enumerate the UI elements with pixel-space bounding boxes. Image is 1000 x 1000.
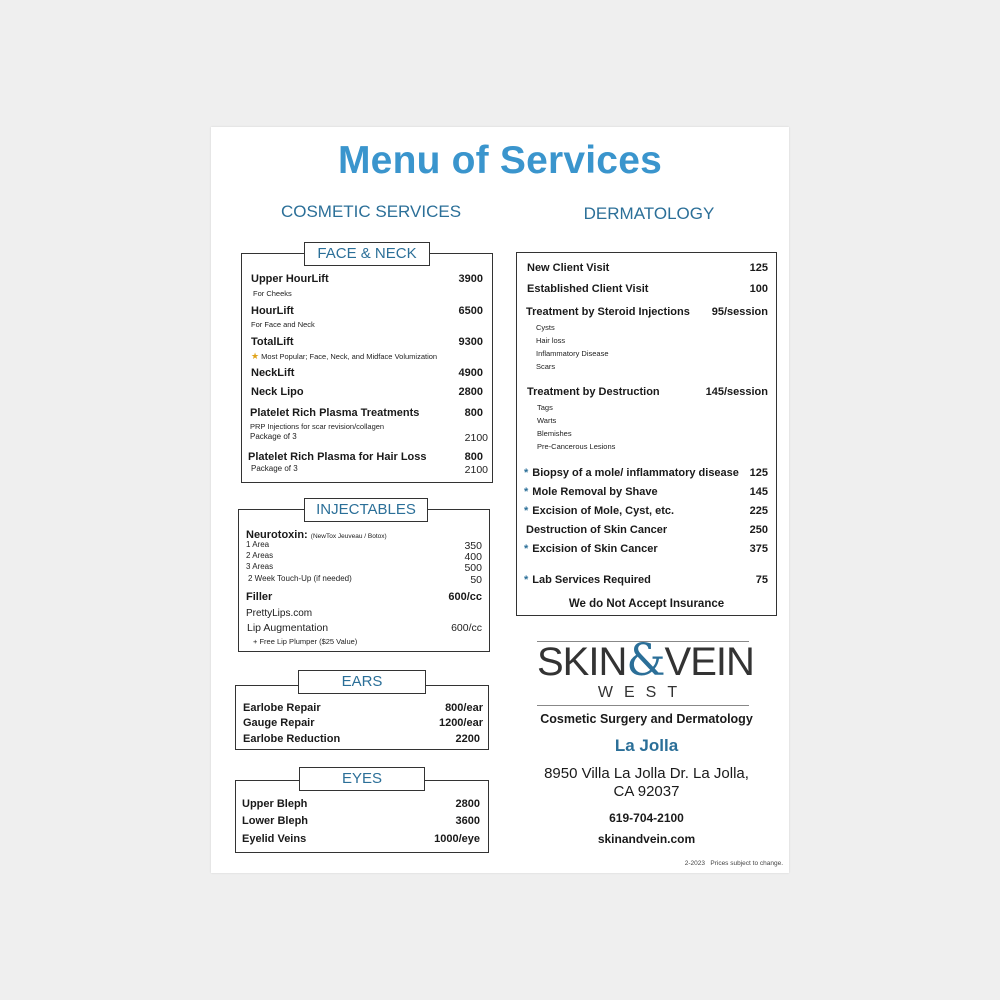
brand-tagline: Cosmetic Surgery and Dermatology	[540, 712, 753, 726]
dermatology-heading: DERMATOLOGY	[583, 204, 715, 223]
service-name-text: Excision of Mole, Cyst, etc.	[532, 505, 675, 517]
condition-item: Inflammatory Disease	[536, 349, 609, 358]
service-note	[251, 351, 437, 362]
brand-west: WEST	[597, 684, 689, 701]
service-row	[243, 702, 483, 714]
area-price: 50	[470, 574, 482, 586]
service-row	[248, 451, 483, 463]
service-note: PRP Injections for scar revision/collagen	[250, 422, 385, 431]
service-row	[250, 407, 483, 419]
service-price: 2800	[458, 386, 483, 398]
service-row	[251, 336, 483, 348]
area-name: 1 Area	[246, 540, 270, 549]
condition-item: Tags	[537, 403, 553, 412]
phone-number: 619-704-2100	[609, 811, 684, 825]
service-name	[524, 505, 674, 517]
brand-skin: SKIN	[537, 640, 627, 684]
derm-row	[527, 386, 768, 398]
asterisk-icon: *	[524, 486, 529, 498]
service-price: 375	[749, 543, 768, 555]
address-line-1: 8950 Villa La Jolla Dr. La Jolla,	[544, 765, 749, 782]
service-price: 75	[755, 574, 768, 586]
service-name: Eyelid Veins	[242, 833, 307, 845]
derm-row	[524, 543, 768, 555]
page-title: Menu of Services	[338, 139, 662, 182]
package-row	[250, 432, 488, 444]
area-name: 3 Areas	[246, 562, 274, 571]
service-row	[251, 305, 483, 317]
asterisk-icon: *	[524, 543, 529, 555]
derm-row	[527, 283, 768, 295]
service-name: Platelet Rich Plasma Treatments	[250, 407, 420, 419]
footer-note: 2-2023 Prices subject to change.	[684, 860, 783, 867]
service-name: Destruction of Skin Cancer	[526, 524, 668, 536]
injectables-label: INJECTABLES	[304, 498, 428, 522]
service-name	[524, 574, 651, 586]
service-name: Treatment by Steroid Injections	[526, 306, 690, 318]
area-row	[248, 574, 482, 586]
service-note: For Cheeks	[253, 289, 292, 298]
service-name: Earlobe Reduction	[243, 733, 341, 745]
service-price: 3600	[455, 815, 480, 827]
service-row	[242, 833, 480, 845]
location-name: La Jolla	[614, 736, 679, 755]
derm-row	[524, 486, 768, 498]
condition-item: Cysts	[536, 323, 555, 332]
condition-item: Hair loss	[536, 336, 566, 345]
derm-row	[524, 467, 768, 479]
service-name: NeckLift	[251, 367, 295, 379]
service-name	[524, 486, 658, 498]
cosmetic-services-heading: COSMETIC SERVICES	[280, 202, 462, 221]
asterisk-icon: *	[524, 505, 529, 517]
service-name: HourLift	[251, 305, 294, 317]
package-name: Package of 3	[251, 464, 298, 473]
brand-vein: VEIN	[664, 640, 754, 684]
service-price: 1000/eye	[434, 833, 480, 845]
service-price: 800	[464, 407, 483, 419]
service-name	[524, 543, 658, 555]
service-name: New Client Visit	[527, 262, 610, 274]
service-row	[243, 717, 483, 729]
service-price: 1200/ear	[438, 717, 483, 729]
area-name: 2 Areas	[246, 551, 274, 560]
service-name: Upper HourLift	[251, 273, 329, 285]
service-price: 145/session	[705, 386, 768, 398]
insurance-notice: We do Not Accept Insurance	[568, 598, 725, 610]
service-name-text: Lab Services Required	[532, 574, 651, 586]
area-row	[246, 562, 482, 574]
logo-bottom-rule	[537, 705, 749, 706]
condition-item: Pre-Cancerous Lesions	[537, 442, 616, 451]
neurotoxin-name: Neurotoxin:	[246, 529, 308, 541]
filler-price: 600/cc	[448, 591, 482, 603]
lip-price: 600/cc	[451, 622, 482, 634]
service-price: 225	[749, 505, 768, 517]
condition-item: Scars	[536, 362, 556, 371]
star-icon: ★	[251, 351, 260, 361]
service-name-text: Excision of Skin Cancer	[532, 543, 658, 555]
address-line-2: CA 92037	[613, 783, 680, 800]
package-price: 2100	[464, 464, 488, 476]
ears-label: EARS	[298, 670, 426, 694]
lip-row	[247, 622, 482, 634]
service-note-text: Most Popular; Face, Neck, and Midface Volumization	[261, 352, 438, 361]
service-price: 95/session	[711, 306, 768, 318]
package-row	[251, 464, 488, 476]
area-name: 2 Week Touch-Up (if needed)	[248, 574, 352, 583]
service-row	[242, 798, 480, 810]
service-price: 3900	[458, 273, 483, 285]
service-price: 4900	[458, 367, 483, 379]
service-name: TotalLift	[251, 336, 294, 348]
face-neck-label: FACE & NECK	[304, 242, 430, 266]
area-price: 350	[464, 540, 482, 552]
service-price: 100	[749, 283, 768, 295]
service-name: Lower Bleph	[242, 815, 309, 827]
service-row	[251, 273, 483, 285]
service-price: 800/ear	[445, 702, 483, 714]
service-row	[251, 367, 483, 379]
area-price: 400	[464, 551, 482, 563]
derm-row	[527, 262, 768, 274]
asterisk-icon: *	[524, 467, 529, 479]
condition-item: Warts	[537, 416, 557, 425]
service-price: 125	[749, 262, 768, 274]
service-row	[242, 815, 480, 827]
service-row	[251, 386, 483, 398]
derm-row	[524, 574, 768, 586]
derm-row	[526, 306, 768, 318]
service-name: Neck Lipo	[251, 386, 304, 398]
service-name	[524, 467, 739, 479]
prettylips-text: PrettyLips.com	[246, 608, 313, 619]
lip-note: + Free Lip Plumper ($25 Value)	[253, 637, 358, 646]
filler-row	[246, 591, 482, 603]
service-row	[243, 733, 480, 745]
brand-ampersand: &	[626, 635, 665, 686]
service-price: 9300	[458, 336, 483, 348]
website-url: skinandvein.com	[597, 832, 696, 846]
eyes-label: EYES	[299, 767, 425, 791]
service-name-text: Mole Removal by Shave	[532, 486, 658, 498]
brand-logo	[537, 635, 754, 686]
service-price: 125	[749, 467, 768, 479]
derm-row	[526, 524, 768, 536]
neurotoxin-note: (NewTox Jeuveau / Botox)	[310, 533, 387, 540]
service-name-text: Biopsy of a mole/ inflammatory disease	[532, 467, 739, 479]
service-name: Established Client Visit	[527, 283, 649, 295]
asterisk-icon: *	[524, 574, 529, 586]
menu-page	[211, 127, 789, 873]
package-name: Package of 3	[250, 432, 297, 441]
service-price: 6500	[458, 305, 483, 317]
derm-row	[524, 505, 768, 517]
service-price: 2800	[455, 798, 480, 810]
service-price: 2200	[455, 733, 480, 745]
condition-item: Blemishes	[537, 429, 572, 438]
filler-name: Filler	[246, 591, 273, 603]
area-price: 500	[464, 562, 482, 574]
service-price: 800	[464, 451, 483, 463]
service-price: 250	[749, 524, 768, 536]
service-name: Earlobe Repair	[243, 702, 321, 714]
service-note: For Face and Neck	[251, 320, 315, 329]
service-name: Gauge Repair	[243, 717, 315, 729]
service-price: 145	[749, 486, 768, 498]
service-name: Platelet Rich Plasma for Hair Loss	[248, 451, 427, 463]
lip-name: Lip Augmentation	[247, 622, 329, 634]
service-name: Upper Bleph	[242, 798, 308, 810]
service-name: Treatment by Destruction	[527, 386, 660, 398]
package-price: 2100	[464, 432, 488, 444]
